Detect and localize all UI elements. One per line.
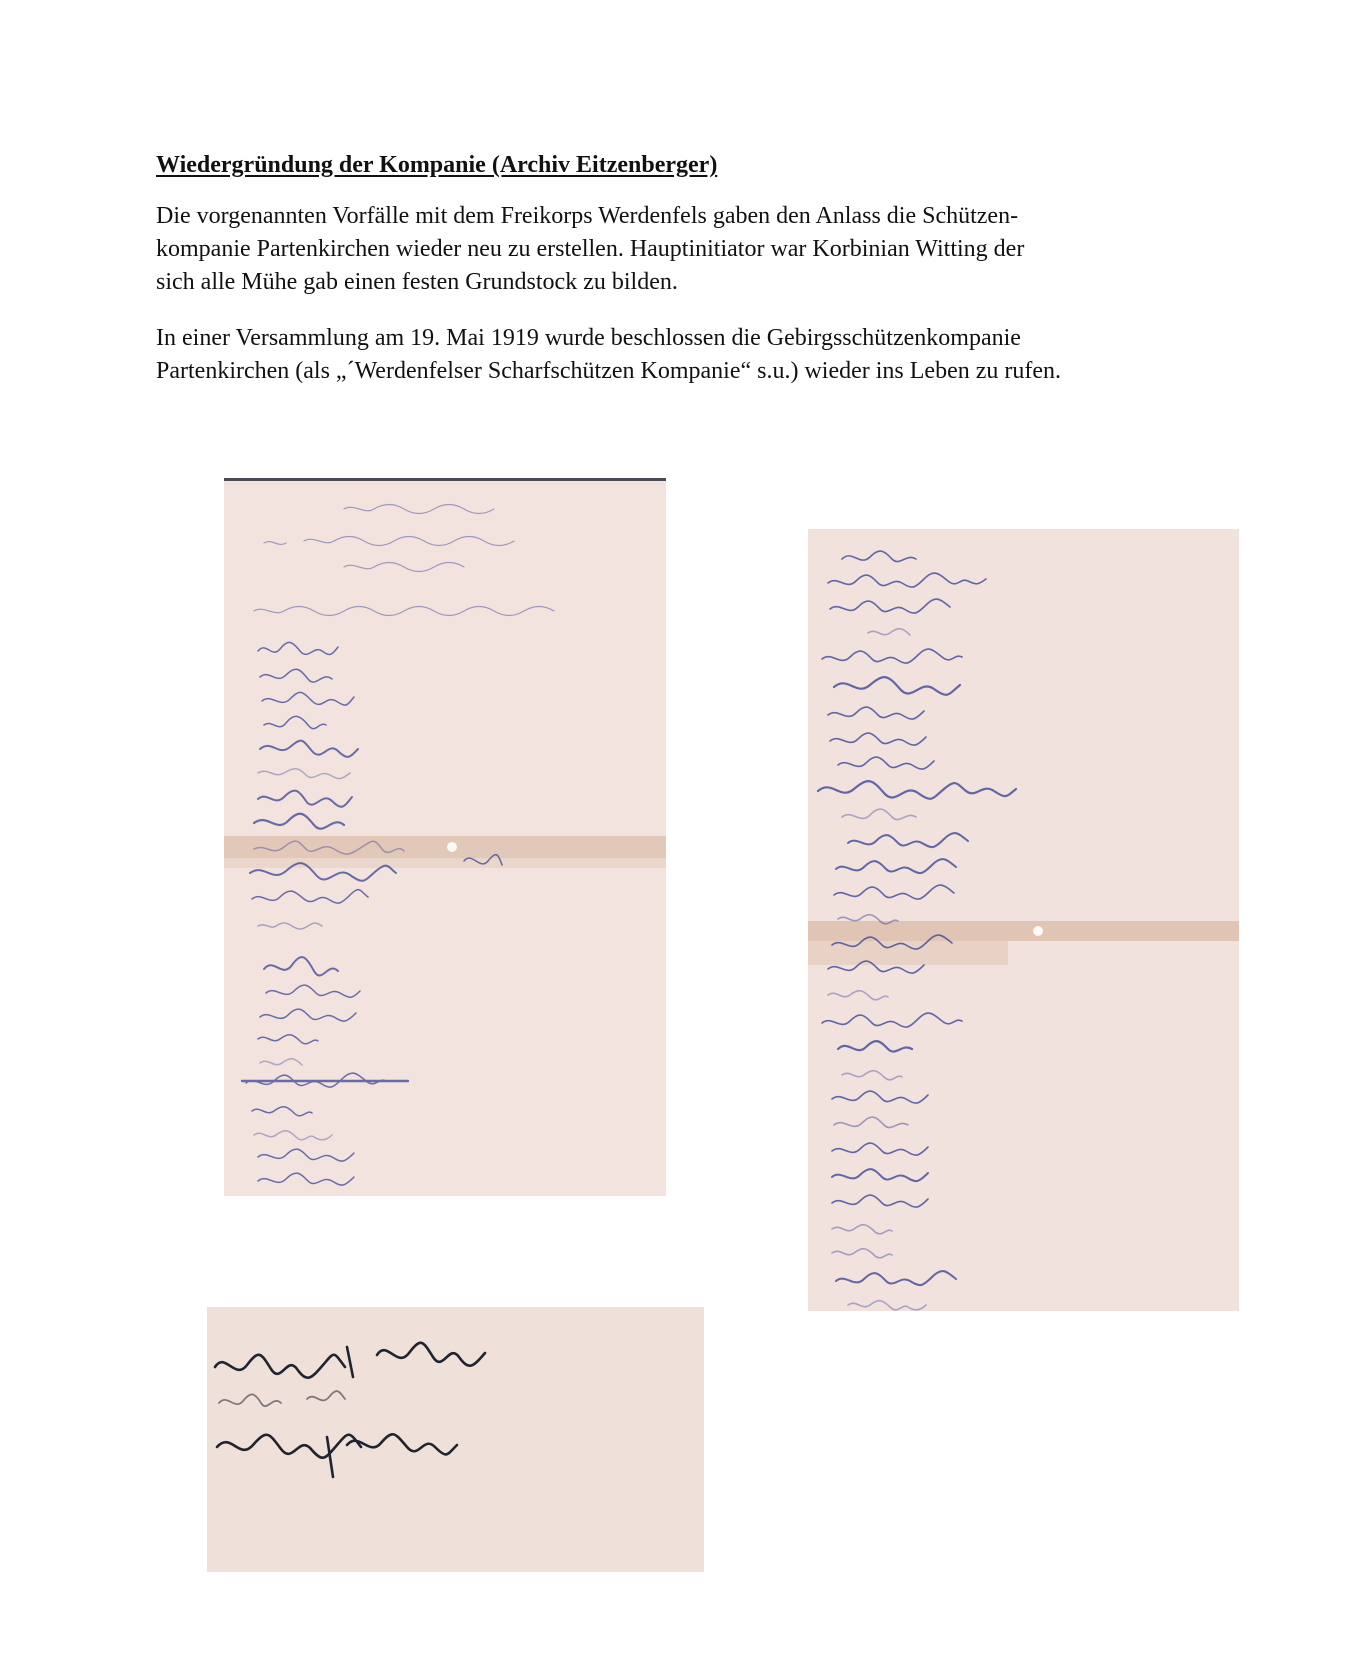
paragraph-1: Die vorgenannten Vorfälle mit dem Freikorps Werdenfels gaben den Anlass die Schützen- kompanie Partenkirchen wieder neu zu erstellen. Hauptinitiator war Korbinian Witting der sich alle Mühe gab einen festen Grundstock zu bilden. <box>156 203 1025 295</box>
paragraph-2: In einer Versammlung am 19. Mai 1919 wurde beschlossen die Gebirgsschützenkompanie Partenkirchen (als „´Werdenfelser Scharfschützen Kompanie“ s.u.) wieder ins Leben zu rufen. <box>156 325 1062 384</box>
handwriting-image <box>224 481 666 1196</box>
scan-founding-list-page-3 <box>207 1307 704 1572</box>
handwriting-image <box>207 1307 704 1572</box>
handwriting-image <box>808 529 1239 1311</box>
page-heading: Wiedergründung der Kompanie (Archiv Eitzenberger) <box>156 152 718 178</box>
scan-founding-list-page-1 <box>224 478 666 1196</box>
scan-founding-list-page-2 <box>808 529 1239 1311</box>
